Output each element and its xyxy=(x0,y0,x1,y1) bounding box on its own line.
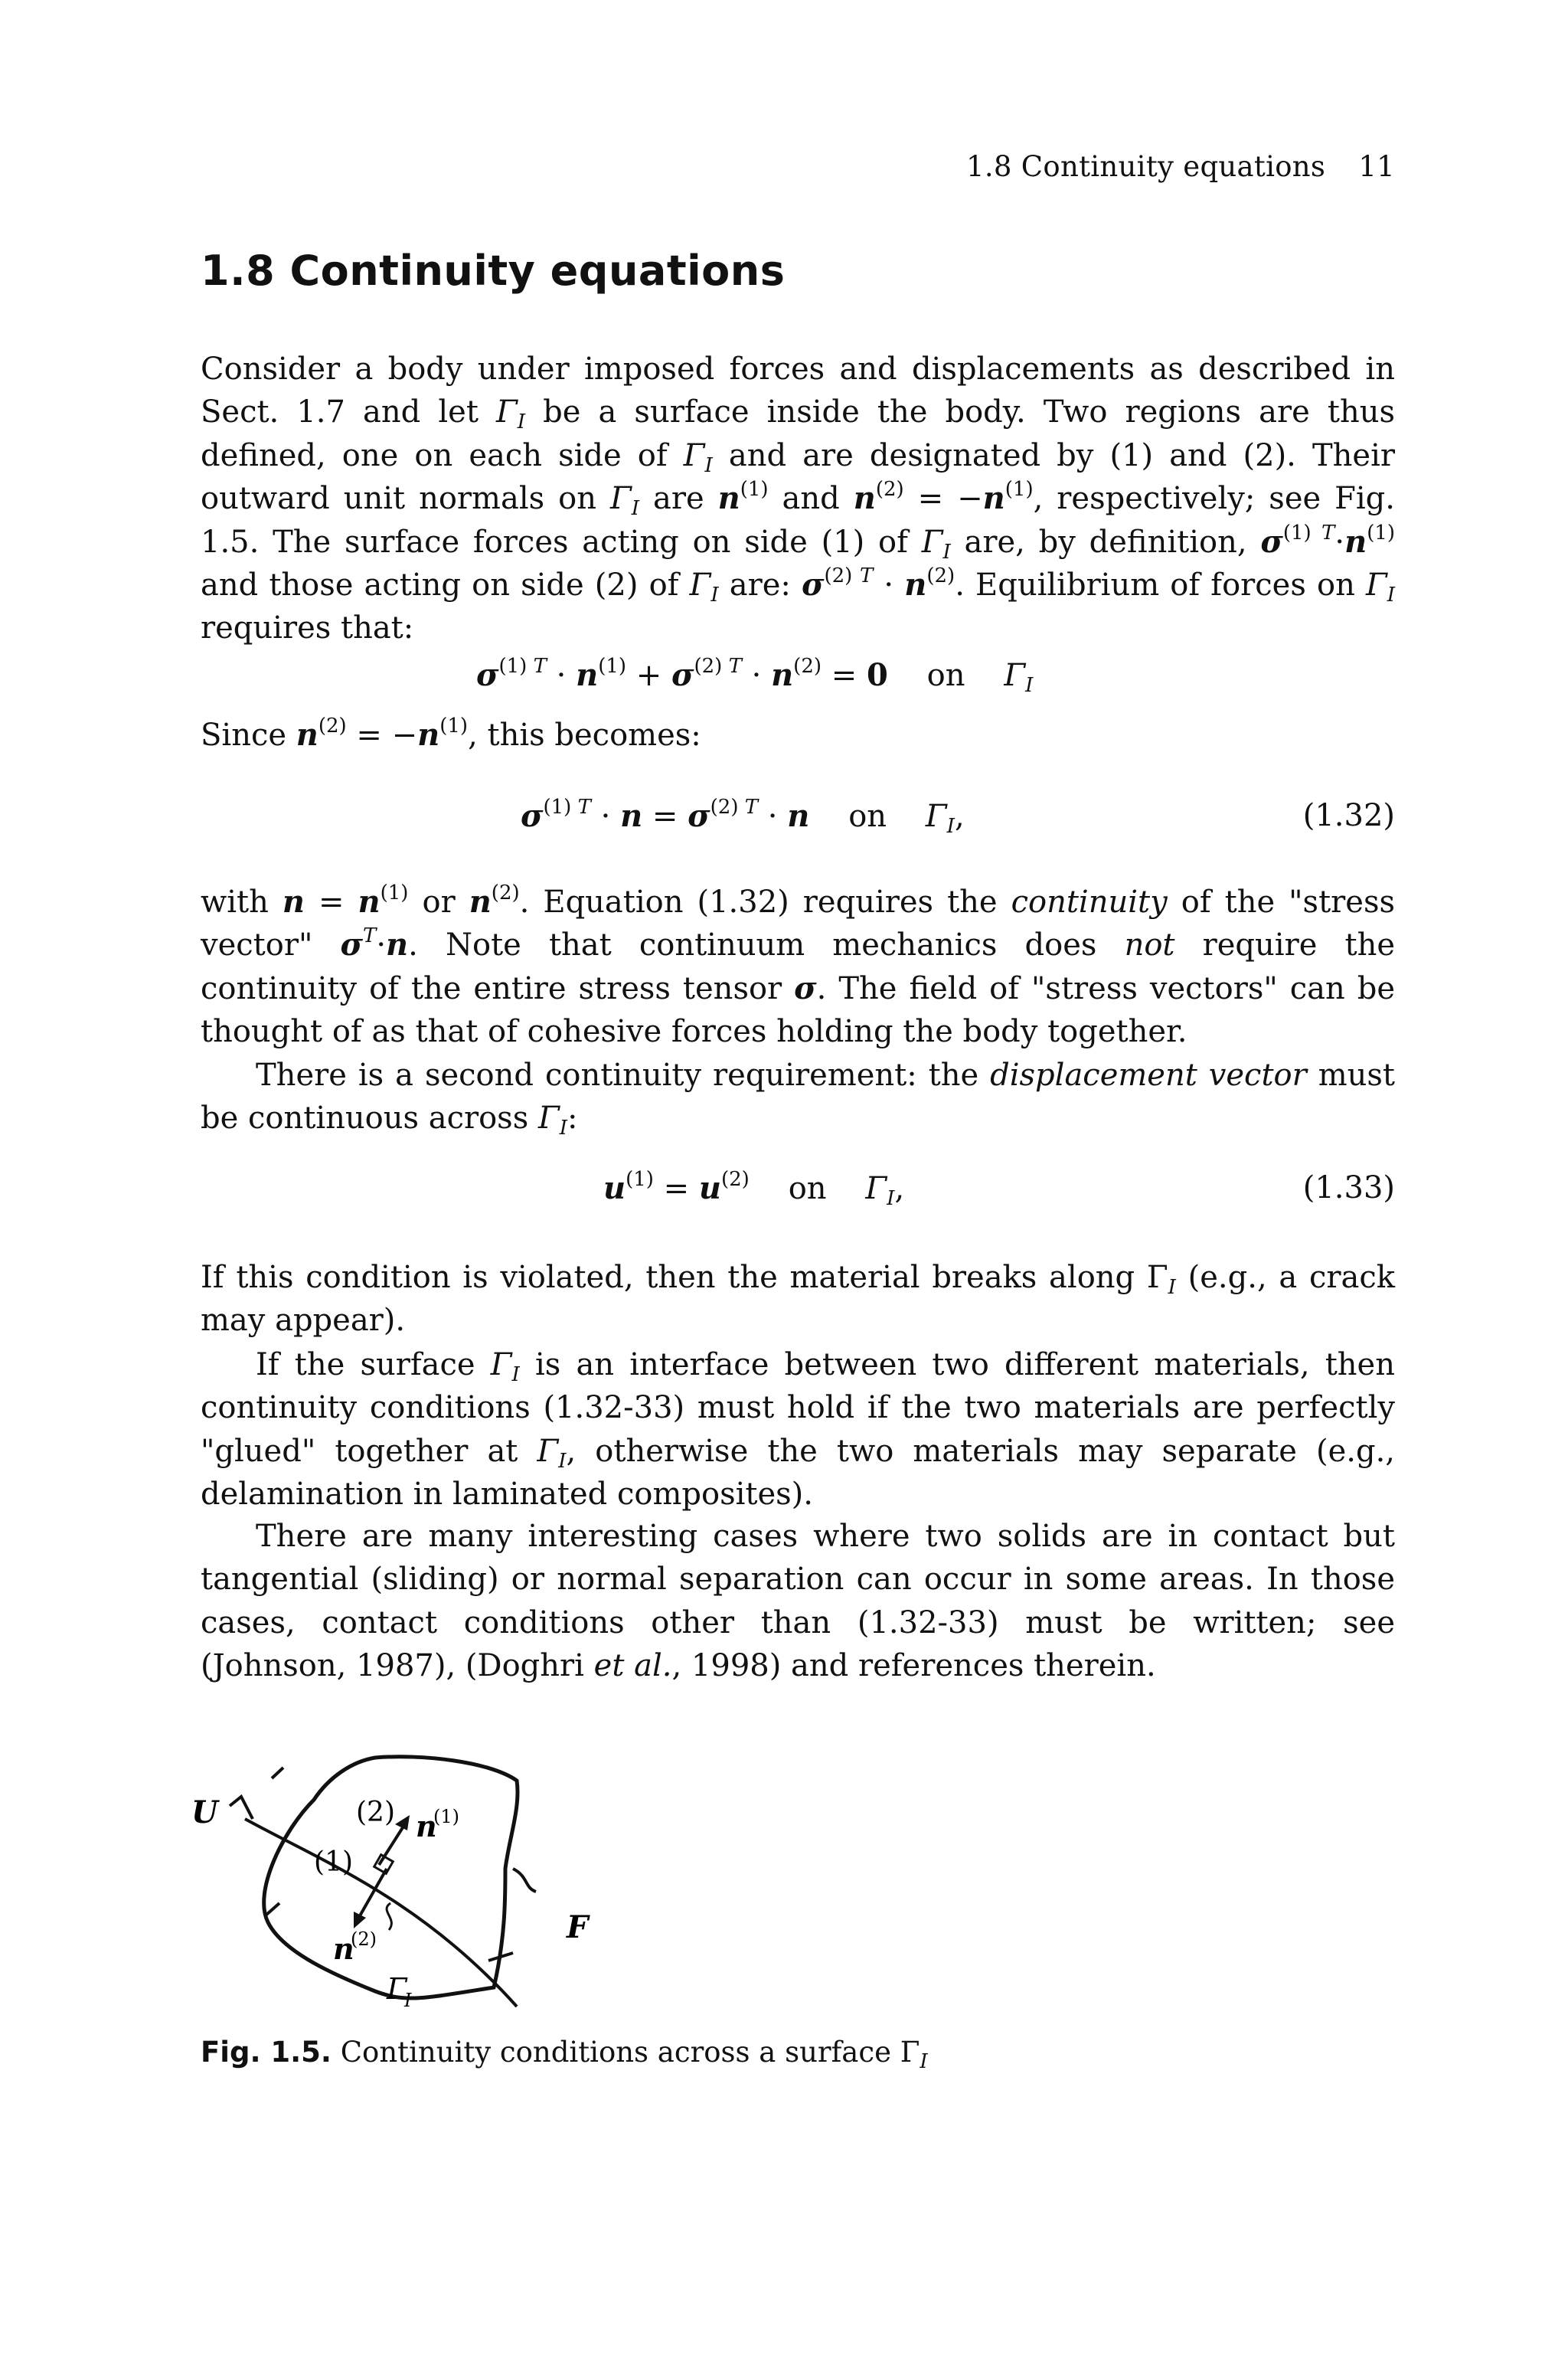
label-n1: n xyxy=(416,1809,437,1843)
support-tick-top xyxy=(272,1768,283,1778)
paragraph-crack: If this condition is violated, then the material breaks along $\Gamma_I$ (e.g., a crack may appear). xyxy=(201,1260,1395,1339)
text-contact-line-4c: , 1998) and references therein. xyxy=(671,1648,1156,1684)
running-head xyxy=(966,150,1395,183)
equation-number-1-33: (1.33) xyxy=(1302,1170,1395,1205)
text-contact-line-1: There are many interesting cases where two solids are in contact but xyxy=(256,1519,1395,1554)
label-region-2: (2) xyxy=(356,1797,395,1828)
text-et-al: et al. xyxy=(593,1648,672,1684)
interface-curve xyxy=(245,1819,517,2007)
equation-number-1-32: (1.32) xyxy=(1302,798,1395,833)
page-number: 11 xyxy=(1358,150,1395,183)
text-since: Since $n^{(2)} = -n^{(1)}$, this becomes: xyxy=(201,715,701,753)
equation-1-33: $u^{(1)} = u^{(2)}$ on $\Gamma_I$, xyxy=(603,1168,905,1210)
running-head-title: 1.8 Continuity equations xyxy=(966,150,1326,183)
paragraph-intro: Consider a body under imposed forces and displacements as described in Sect. 1.7 and let $\Gamma_I$ be a surface inside the body. Two regions are thus defined, one on each side of $\Gamma_I$ and are designated by (1) and (2). Their outward unit normals on $\Gamma_I$ are $n^{(1)}$ and $n^{(2)} = -n^{(1)}$, respectively; see Fig. 1.5. The surface forces acting on side (1) of $\Gamma_I$ are, by definition, $\sigma^{(1) T}\cdot n^{(1)}$ and those acting on side (2) of $\Gamma_I$ are: $\sigma^{(2) T} \cdot n^{(2)}$. Equilibrium of forces on $\Gamma_I$ requires that: xyxy=(201,352,1396,646)
support-hatch-u xyxy=(230,1797,253,1819)
label-u: U xyxy=(191,1794,218,1830)
label-n2-sup: (2) xyxy=(351,1928,377,1950)
traction-hatch-f xyxy=(513,1869,536,1892)
normal-arrow-n1-line xyxy=(379,1823,406,1865)
label-gamma: Γ xyxy=(387,1972,407,2006)
section-title: 1.8 Continuity equations xyxy=(201,247,786,295)
equation-equilibrium: $\sigma^{(1) T} \cdot n^{(1)} + \sigma^{(2) T} \cdot n^{(2)} = 0$ on $\Gamma_I$ xyxy=(476,655,1034,697)
label-f: F xyxy=(567,1909,589,1945)
support-tick-left xyxy=(266,1903,279,1915)
caption-text: Continuity conditions across a surface Γ xyxy=(340,2036,920,2069)
text-contact-line-3: cases, contact conditions other than (1.32-33) must be written; see (Johnson, xyxy=(201,1604,1395,1684)
caption-sub: I xyxy=(920,2050,928,2073)
paragraph-stress-vector: with $n = n^{(1)}$ or $n^{(2)}$. Equation (1.32) requires the continuity of the "stress vector" $\sigma^T\cdot n$. Note that continuum mechanics does not require the continuity of the entire stress tensor σ. The field of "stress vectors" can be thought of as that of cohesive forces holding the body together. xyxy=(201,882,1396,1050)
label-region-1: (1) xyxy=(314,1846,353,1878)
equation-1-32: $\sigma^{(1) T} \cdot n = \sigma^{(2) T} \cdot n$ on $\Gamma_I$, xyxy=(521,796,965,838)
paragraph-interface: If the surface $\Gamma_I$ is an interface between two different materials, then continuity conditions (1.32-33) must hold if the two materials are perfectly "glued" together at $\Gamma_I$, otherwise the two materials may separate (e.g., delamination in laminated composites). xyxy=(201,1347,1396,1513)
caption-label: Fig. 1.5. xyxy=(201,2036,332,2069)
figure-continuity-diagram xyxy=(168,1746,658,2014)
text-contact-line-2: tangential (sliding) or normal separation can occur in some areas. In those xyxy=(201,1562,1395,1598)
label-n1-sup: (1) xyxy=(433,1806,459,1827)
paragraph-contact xyxy=(201,1515,1395,1688)
gamma-pointer xyxy=(387,1903,391,1930)
text-contact-line-4a: 1987), (Doghri xyxy=(356,1648,584,1684)
label-gamma-sub: I xyxy=(404,1990,412,2011)
body-outline xyxy=(264,1757,518,1998)
paragraph-displacement: There is a second continuity requirement: the displacement vector must be continuous across $\Gamma_I$: xyxy=(201,1058,1395,1140)
figure-caption xyxy=(201,2036,928,2073)
text-condition-violated: If this condition is violated, then the material breaks along Γ xyxy=(201,1260,1168,1295)
label-n2: n xyxy=(333,1932,354,1966)
